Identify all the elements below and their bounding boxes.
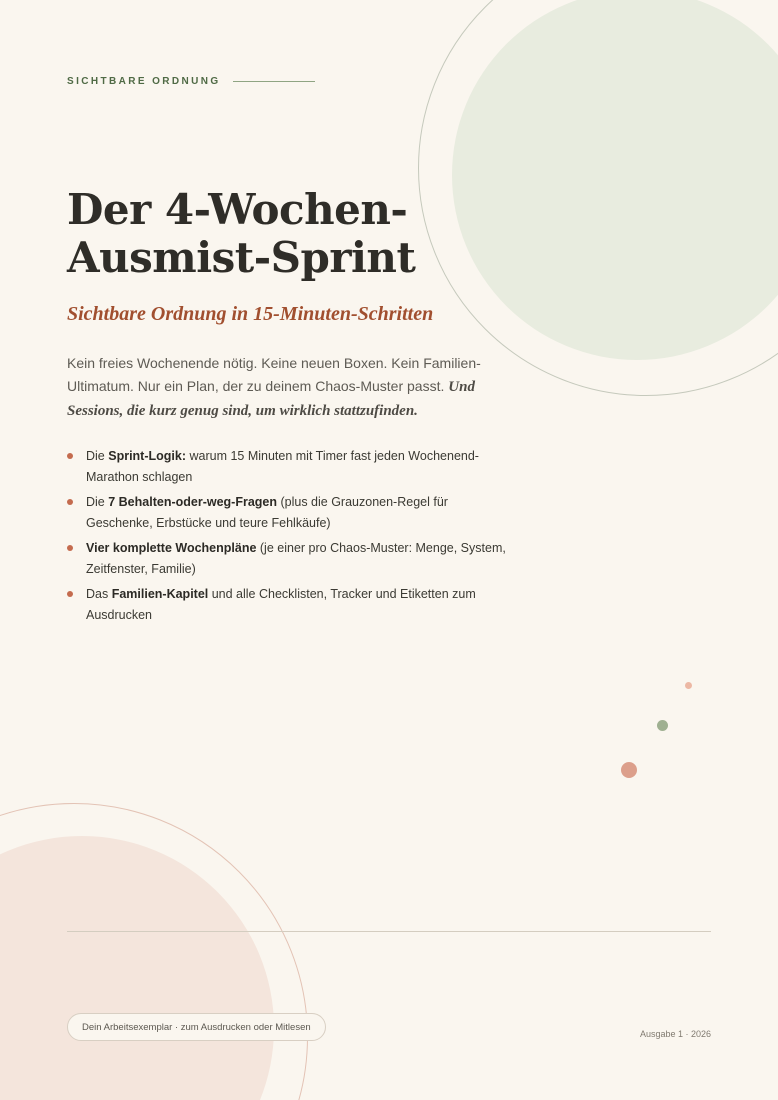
kicker-rule (233, 81, 315, 82)
intro-text: Kein freies Wochenende nötig. Keine neuen Boxen. Kein Familien-Ultimatum. Nur ein Plan, der zu deinem Chaos-Muster passt. (67, 355, 481, 394)
edition-pill: Dein Arbeitsexemplar · zum Ausdrucken oder Mitlesen (67, 1013, 326, 1041)
decorative-dot-small (685, 682, 692, 689)
edition-label: Ausgabe 1 · 2026 (639, 1029, 711, 1039)
decorative-dot-medium (657, 720, 668, 731)
list-item: Die Sprint-Logik: warum 15 Minuten mit Timer fast jeden Wochenend-Marathon schlagen (67, 446, 517, 488)
intro-emphasis: Und Sessions, die kurz genug sind, um wirklich stattzufinden. (67, 379, 475, 419)
list-item: Die 7 Behalten-oder-weg-Fragen (plus die Grauzonen-Regel für Geschenke, Erbstücke und teure Fehlkäufe) (67, 492, 517, 534)
decorative-dot-large (621, 762, 637, 778)
page-subtitle: Sichtbare Ordnung in 15-Minuten-Schritten (67, 303, 434, 325)
decorative-ring-bottom-left (0, 803, 308, 1100)
kicker (67, 76, 315, 87)
footer-divider (67, 931, 711, 932)
kicker-text: SICHTBARE ORDNUNG (67, 76, 221, 87)
list-item: Vier komplette Wochenpläne (je einer pro Chaos-Muster: Menge, System, Zeitfenster, Familie) (67, 538, 517, 580)
feature-list (67, 446, 517, 630)
bullet-dot-icon (67, 499, 73, 505)
bullet-dot-icon (67, 545, 73, 551)
list-item: Das Familien-Kapitel und alle Checklisten, Tracker und Etiketten zum Ausdrucken (67, 584, 517, 626)
intro-paragraph (67, 352, 527, 423)
bullet-dot-icon (67, 591, 73, 597)
bullet-dot-icon (67, 453, 73, 459)
page-title: Der 4-Wochen-Ausmist-Sprint (67, 185, 416, 282)
